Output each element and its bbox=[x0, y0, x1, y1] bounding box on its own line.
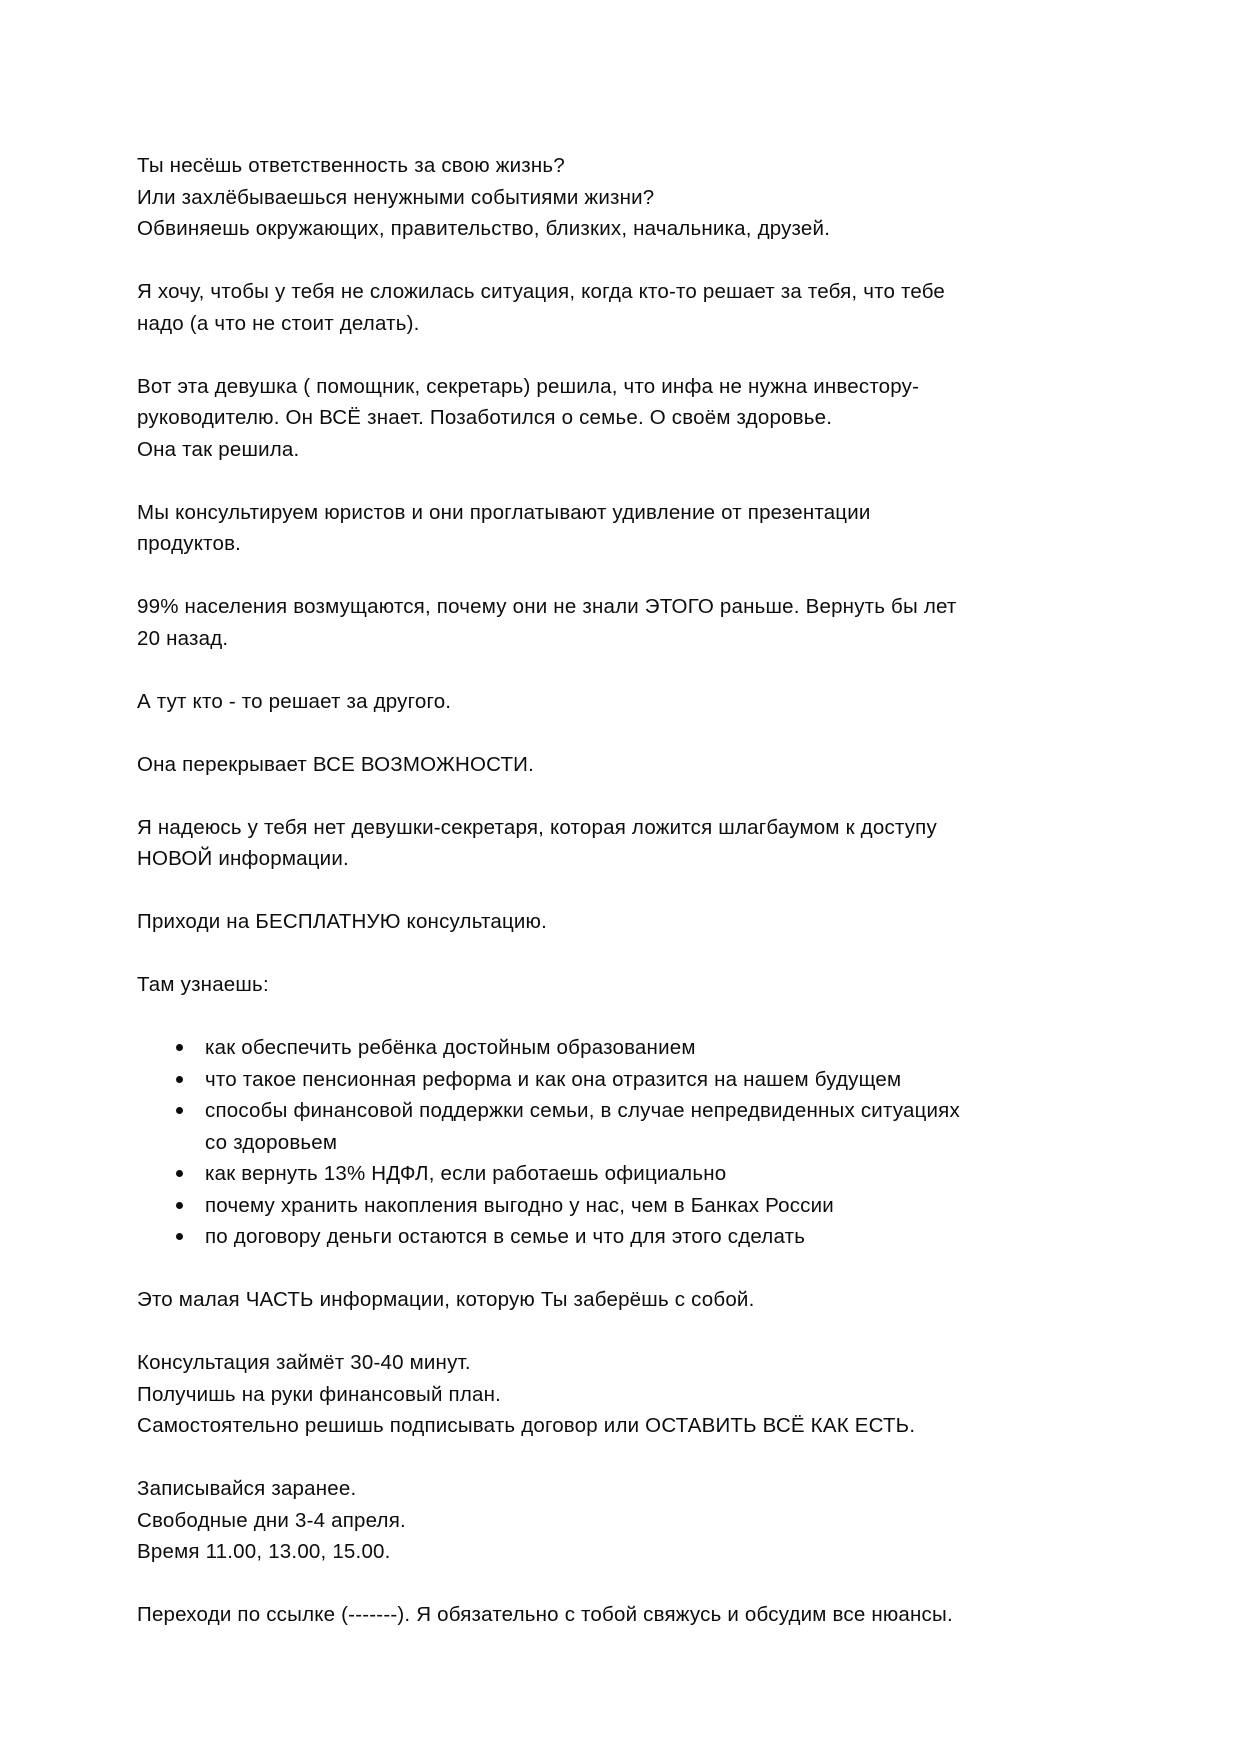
text-line: Она так решила. bbox=[137, 437, 300, 461]
paragraph-learn-intro bbox=[137, 969, 965, 1001]
text-line: Записывайся заранее. bbox=[137, 1477, 357, 1500]
text-line: Переходи по ссылке (-------). Я обязательно с тобой свяжусь и обсудим все нюансы. bbox=[137, 1603, 953, 1626]
bullet-dot-icon bbox=[176, 1233, 183, 1240]
bullet-dot-icon bbox=[176, 1044, 183, 1051]
text-line: Или захлёбываешься ненужными событиями жизни? bbox=[137, 185, 655, 209]
bullet-dot-icon bbox=[176, 1076, 183, 1083]
list-item bbox=[137, 1190, 977, 1222]
list-item-label: почему хранить накопления выгодно у нас, чем в Банках России bbox=[205, 1193, 834, 1217]
list-item-label: как вернуть 13% НДФЛ, если работаешь официально bbox=[205, 1162, 727, 1185]
bullet-dot-icon bbox=[176, 1170, 183, 1177]
paragraph-lawyers bbox=[137, 497, 965, 560]
list-item bbox=[137, 1032, 977, 1064]
paragraph-intro bbox=[137, 150, 965, 245]
text-line: Мы консультируем юристов и они проглатывают удивление от презентации продуктов. bbox=[137, 500, 877, 555]
text-line: Вот эта девушка ( помощник, секретарь) решила, что инфа не нужна инвестору-руководителю. Он ВСЁ знает. Позаботился о семье. О своём здоровье. bbox=[137, 374, 920, 429]
paragraph-population bbox=[137, 591, 965, 654]
list-item-label: что такое пенсионная реформа и как она отразится на нашем будущем bbox=[205, 1067, 902, 1091]
paragraph-wish bbox=[137, 276, 965, 339]
paragraph-small-part bbox=[137, 1284, 965, 1316]
text-line: Приходи на БЕСПЛАТНУЮ консультацию. bbox=[137, 910, 548, 933]
paragraph-blocks-opportunities bbox=[137, 749, 965, 781]
document-body bbox=[137, 150, 1102, 1631]
text-line: Это малая ЧАСТЬ информации, которую Ты заберёшь с собой. bbox=[137, 1288, 755, 1311]
bullet-dot-icon bbox=[176, 1202, 183, 1209]
paragraph-hope bbox=[137, 812, 965, 875]
text-line: 99% населения возмущаются, почему они не знали ЭТОГО раньше. Вернуть бы лет 20 назад. bbox=[137, 595, 963, 650]
list-item bbox=[137, 1095, 977, 1158]
text-line: Обвиняешь окружающих, правительство, близких, начальника, друзей. bbox=[137, 217, 831, 240]
list-item-label: как обеспечить ребёнка достойным образованием bbox=[205, 1036, 696, 1059]
bullet-dot-icon bbox=[176, 1107, 183, 1114]
benefits-list bbox=[137, 1032, 977, 1253]
paragraph-decides-for-another bbox=[137, 686, 965, 718]
text-line: Там узнаешь: bbox=[137, 973, 269, 996]
paragraph-secretary-story bbox=[137, 371, 965, 466]
text-line: А тут кто - то решает за другого. bbox=[137, 689, 452, 713]
text-line: Получишь на руки финансовый план. bbox=[137, 1382, 502, 1406]
text-line: Ты несёшь ответственность за свою жизнь? bbox=[137, 154, 565, 177]
text-line: Я надеюсь у тебя нет девушки-секретаря, которая ложится шлагбаумом к доступу НОВОЙ информации. bbox=[137, 815, 943, 870]
list-item bbox=[137, 1064, 977, 1096]
paragraph-consultation-details bbox=[137, 1347, 965, 1442]
paragraph-link-callout bbox=[137, 1599, 965, 1631]
text-line: Она перекрывает ВСЕ ВОЗМОЖНОСТИ. bbox=[137, 752, 535, 776]
paragraph-free-consultation-invite bbox=[137, 906, 965, 938]
list-item-label: способы финансовой поддержки семьи, в случае непредвиденных ситуациях со здоровьем bbox=[205, 1099, 960, 1154]
paragraph-schedule bbox=[137, 1473, 965, 1568]
list-item bbox=[137, 1158, 977, 1190]
list-item bbox=[137, 1221, 977, 1253]
text-line: Консультация займёт 30-40 минут. bbox=[137, 1351, 471, 1374]
text-line: Я хочу, чтобы у тебя не сложилась ситуация, когда кто-то решает за тебя, что тебе надо (а что не стоит делать). bbox=[137, 280, 951, 335]
text-line: Самостоятельно решишь подписывать договор или ОСТАВИТЬ ВСЁ КАК ЕСТЬ. bbox=[137, 1414, 916, 1437]
text-line: Свободные дни 3-4 апреля. bbox=[137, 1508, 406, 1532]
text-line: Время 11.00, 13.00, 15.00. bbox=[137, 1540, 391, 1563]
list-item-label: по договору деньги остаются в семье и что для этого сделать bbox=[205, 1225, 806, 1248]
